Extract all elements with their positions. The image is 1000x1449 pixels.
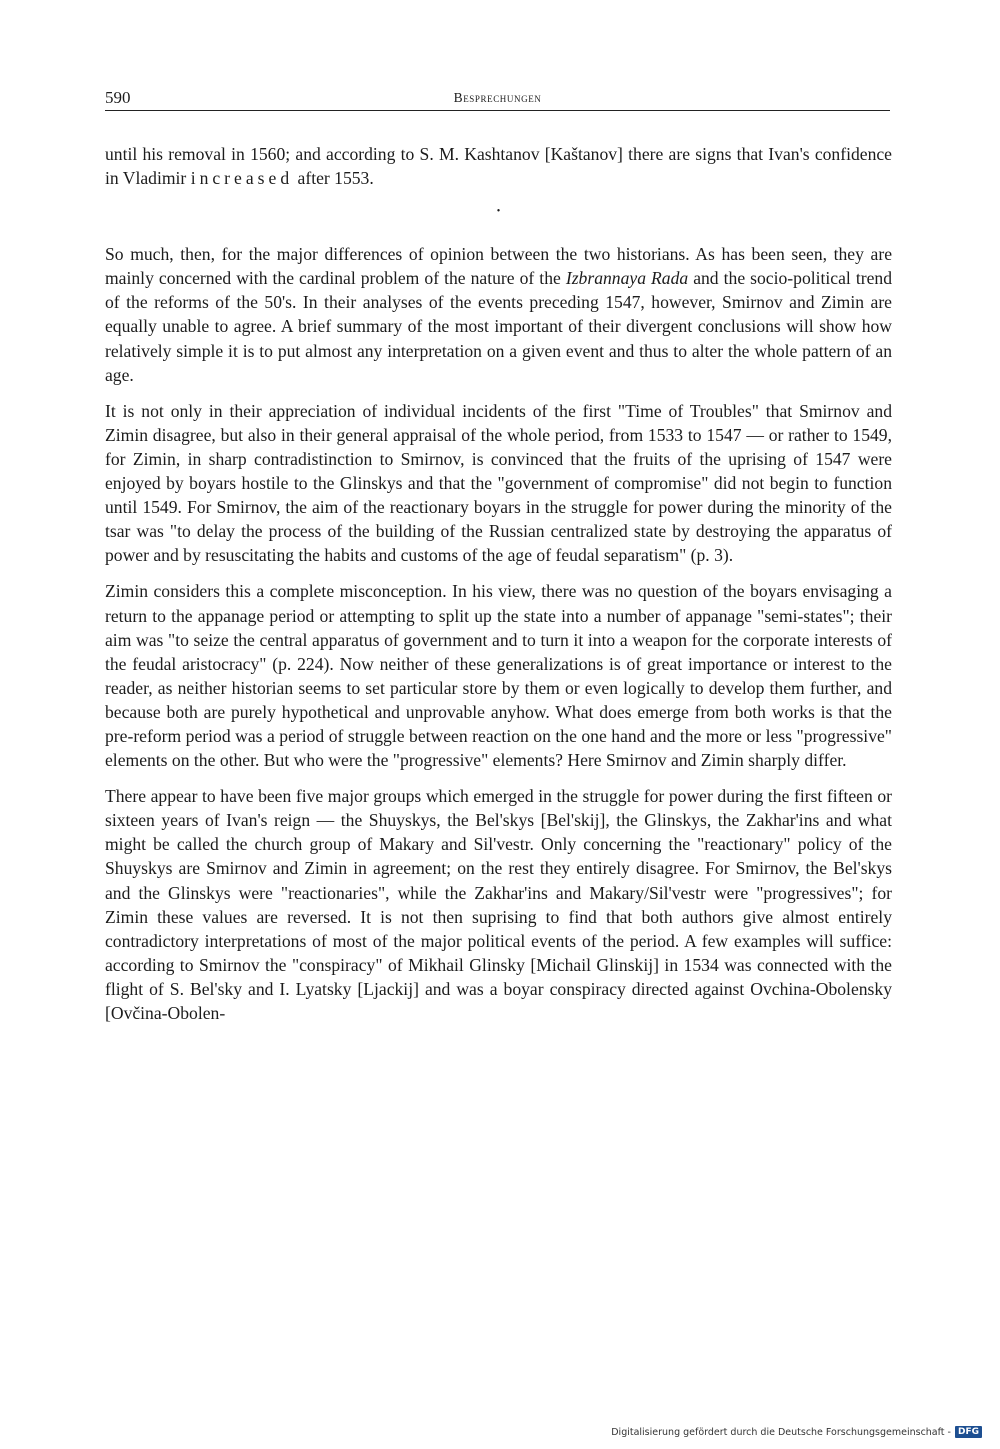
section-separator: • — [496, 206, 501, 218]
text-run: and the socio-political trend of the reforms of the 50's. In their analyses of the events preceding 1547, however, Smirnov and Zimin are equally unable to agree. A brief summary of the most important of their divergent conclusions will show how relatively simple it is to put almost any interpretation on a given event and thus to alter the whole pattern of an age. — [105, 268, 892, 385]
text-run: until his removal in 1560; and according to S. M. Kashtanov [Kaštanov] there are signs that Ivan's confidence in Vladimir — [105, 144, 892, 189]
paragraph: Zimin considers this a complete misconception. In his view, there was no question of the boyars envisaging a return to the appanage period or attempting to split up the state into a number of appanage "semi-states"; their aim was "to seize the central apparatus of government and to turn it into a weapon for the corporate interests of the feudal aristocracy" (p. 224). Now neither of these generalizations is of great importance or interest to the reader, as neither historian seems to set particular store by them or even logically to develop them further, and because both are purely hypothetical and unprovable anyhow. What does emerge from both works is that the pre-reform period was a period of struggle between reaction on the one hand and the more or less "progressive" elements on the other. But who were the "progressive" elements? Here Smirnov and Zimin sharply differ. — [105, 581, 892, 771]
digitization-credit — [611, 1426, 982, 1438]
paragraph — [105, 242, 892, 387]
dfg-logo: DFG — [955, 1426, 982, 1438]
page-header — [105, 88, 890, 111]
credit-text: Digitalisierung gefördert durch die Deutsche Forschungsgemeinschaft - — [611, 1426, 951, 1438]
article-body — [105, 142, 892, 1037]
emphasis-spaced: increased — [190, 168, 294, 189]
paragraph: It is not only in their appreciation of individual incidents of the first "Time of Troubles" that Smirnov and Zimin disagree, but also in their general appraisal of the whole period, from 1533 to 1547 — or rather to 1549, for Zimin, in sharp contradistinction to Smirnov, is convinced that the fruits of the uprising of 1547 were enjoyed by boyars hostile to the Glinskys and that the "government of compromise" did not begin to function until 1549. For Smirnov, the aim of the reactionary boyars in the struggle for power during the minority of the tsar was "to delay the process of the building of the Russian centralized state by destroying the apparatus of power and by resuscitating the habits and customs of the age of feudal separatism" (p. 3). — [105, 400, 892, 566]
italic-term: Izbrannaya Rada — [565, 268, 689, 289]
paragraph: There appear to have been five major groups which emerged in the struggle for power during the first fifteen or sixteen years of Ivan's reign — the Shuyskys, the Bel'skys [Bel'skij], the Glinskys, the Zakhar'ins and what might be called the church group of Makary and Sil'vestr. Only concerning the "reactionary" policy of the Shuyskys are Smirnov and Zimin in agreement; on the rest they entirely disagree. For Smirnov, the Bel'skys and the Glinskys were "reactionaries", while the Zakhar'ins and Makary/Sil'vestr were "progressives"; for Zimin these values are reversed. It is not then suprising to find that both authors give almost entirely contradictory interpretations of most of the major political events of the period. A few examples will suffice: according to Smirnov the "conspiracy" of Mikhail Glinsky [Michail Glinskij] in 1534 was connected with the flight of S. Bel'sky and I. Lyatsky [Ljackij] and was a boyar conspiracy directed against Ovchina-Obolensky [Ovčina-Obolen- — [105, 786, 892, 1023]
page-number: 590 — [105, 88, 131, 107]
paragraph-continuation — [105, 142, 892, 190]
text-run: after 1553. — [293, 168, 374, 189]
text-run: So much, then, for the major differences of opinion between the two historians. As has been seen, they are mainly concerned with the cardinal problem of the nature of the — [105, 244, 892, 289]
running-head: Besprechungen — [453, 90, 542, 105]
